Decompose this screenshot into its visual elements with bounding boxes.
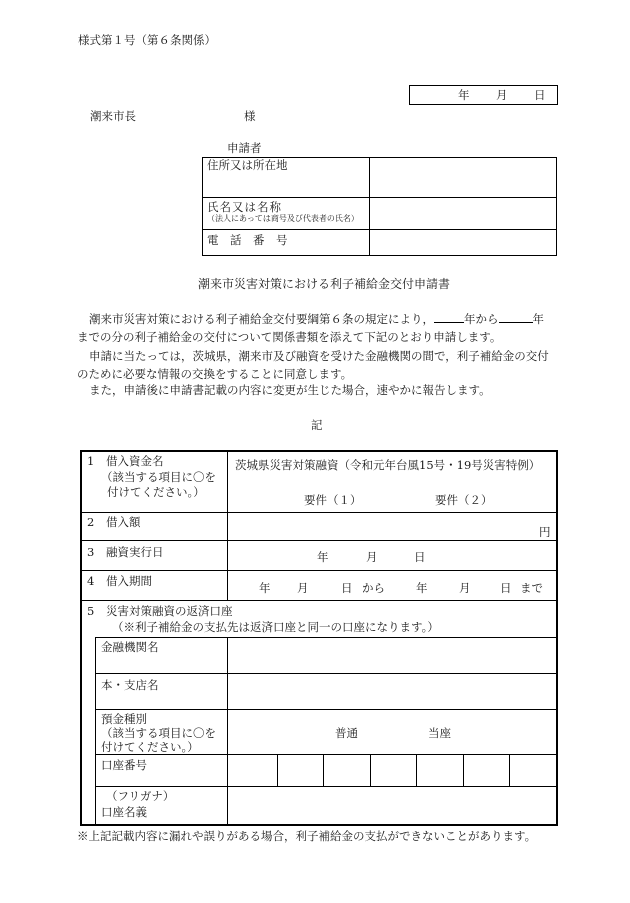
row-divider	[80, 600, 558, 601]
row4-month-from: 月	[297, 581, 309, 595]
branch-name-label: 本・支店名	[101, 678, 159, 692]
row1-loan-name: 茨城県災害対策融資（令和元年台風15号・19号災害特例）	[235, 458, 541, 472]
loan-amount-field[interactable]	[228, 513, 528, 540]
row1-sub1: （該当する項目に〇を	[101, 470, 216, 484]
row3-month: 月	[366, 550, 378, 564]
year-to-blank[interactable]	[499, 310, 533, 323]
account-type-sub2: 付けてください。）	[101, 740, 199, 754]
row1-label: 借入資金名	[106, 454, 164, 468]
row4-day-from: 日	[341, 581, 353, 595]
account-type-sub1: （該当する項目に〇を	[101, 726, 216, 740]
name-field[interactable]	[370, 198, 557, 230]
digit-divider	[277, 754, 278, 786]
row4-year-from: 年	[259, 581, 271, 595]
row4-from: から	[362, 581, 385, 595]
account-type-current[interactable]: 当座	[428, 726, 451, 740]
row4-number: 4	[87, 574, 95, 588]
account-type-label: 預金種別	[101, 712, 147, 726]
table-left-border	[80, 450, 82, 826]
row3-day: 日	[414, 550, 426, 564]
body-paragraph-1	[77, 310, 553, 346]
row3-year: 年	[317, 550, 329, 564]
row-divider	[80, 570, 558, 571]
date-year: 年	[458, 88, 470, 102]
body-p1-c: 年	[532, 312, 544, 326]
date-box	[409, 85, 558, 105]
row1-number: 1	[87, 454, 95, 468]
applicant-label: 申請者	[227, 141, 262, 155]
digit-divider	[370, 754, 371, 786]
row1-option-1[interactable]: 要件（１）	[304, 493, 362, 507]
form-number: 様式第１号（第６条関係）	[78, 33, 216, 47]
branch-name-field[interactable]	[228, 674, 556, 709]
row4-year-to: 年	[416, 581, 428, 595]
body-paragraph-3: また，申請後に申請書記載の内容に変更が生じた場合，速やかに報告します。	[89, 383, 491, 397]
addressee-honorific: 様	[244, 109, 256, 123]
row4-to: まで	[520, 581, 543, 595]
account-holder-field[interactable]	[228, 787, 556, 824]
address-field[interactable]	[370, 158, 557, 198]
account-type-ordinary[interactable]: 普通	[335, 726, 358, 740]
body-p1-b: 年から	[464, 312, 499, 326]
row4-label: 借入期間	[106, 574, 152, 588]
row1-sub2: 付けてください。）	[107, 485, 205, 499]
row1-option-2[interactable]: 要件（２）	[435, 493, 493, 507]
row2-unit: 円	[539, 525, 551, 539]
addressee-title: 潮来市長	[90, 109, 136, 123]
row2-number: 2	[87, 515, 95, 529]
table-right-border	[556, 450, 558, 826]
digit-divider	[323, 754, 324, 786]
address-label: 住所又は所在地	[207, 158, 288, 172]
row5-label: 災害対策融資の返済口座	[106, 604, 233, 618]
applicant-row-name	[203, 198, 557, 230]
table-bottom-border	[80, 824, 558, 826]
furigana-label: （フリガナ）	[106, 789, 175, 803]
body-p1-d: までの分の利子補給金の交付について関係書類を添えて下記のとおり申請します。	[77, 330, 502, 344]
footnote: ※上記記載内容に漏れや誤りがある場合，利子補給金の支払ができないことがあります。	[77, 829, 537, 843]
row5-note: （※利子補給金の支払先は返済口座と同一の口座になります。）	[112, 620, 439, 634]
ki-heading: 記	[311, 418, 323, 432]
name-note: （法人にあっては商号及び代表者の氏名）	[207, 214, 359, 224]
phone-field[interactable]	[370, 230, 557, 256]
year-from-blank[interactable]	[434, 310, 464, 323]
row4-month-to: 月	[459, 581, 471, 595]
body-p1-a: 潮来市災害対策における利子補給金交付要綱第６条の規定により，	[89, 312, 434, 326]
row4-day-to: 日	[500, 581, 512, 595]
body-paragraph-2: 申請に当たっては，茨城県，潮来市及び融資を受けた金融機関の間で，利子補給金の交付のために必要な情報の交換をすることに同意します。	[77, 349, 549, 381]
row-divider	[80, 540, 558, 541]
name-label: 氏名又は名称	[207, 200, 282, 214]
digit-divider	[416, 754, 417, 786]
account-number-label: 口座番号	[101, 758, 147, 772]
applicant-table	[202, 157, 557, 256]
bank-name-field[interactable]	[228, 638, 556, 673]
account-holder-label: 口座名義	[101, 805, 147, 819]
table-top-border	[80, 450, 558, 452]
phone-label: 電 話 番 号	[207, 233, 288, 247]
section-indent-line	[95, 637, 96, 826]
date-day: 日	[534, 88, 546, 102]
row5-number: 5	[87, 604, 95, 618]
row-divider	[95, 709, 558, 710]
row2-label: 借入額	[106, 515, 141, 529]
date-month: 月	[496, 88, 508, 102]
document-title: 潮来市災害対策における利子補給金交付申請書	[198, 277, 451, 291]
row3-label: 融資実行日	[106, 545, 164, 559]
applicant-row-phone	[203, 230, 557, 256]
bank-name-label: 金融機関名	[101, 640, 159, 654]
digit-divider	[509, 754, 510, 786]
digit-divider	[463, 754, 464, 786]
row3-number: 3	[87, 545, 95, 559]
applicant-row-address	[203, 158, 557, 198]
